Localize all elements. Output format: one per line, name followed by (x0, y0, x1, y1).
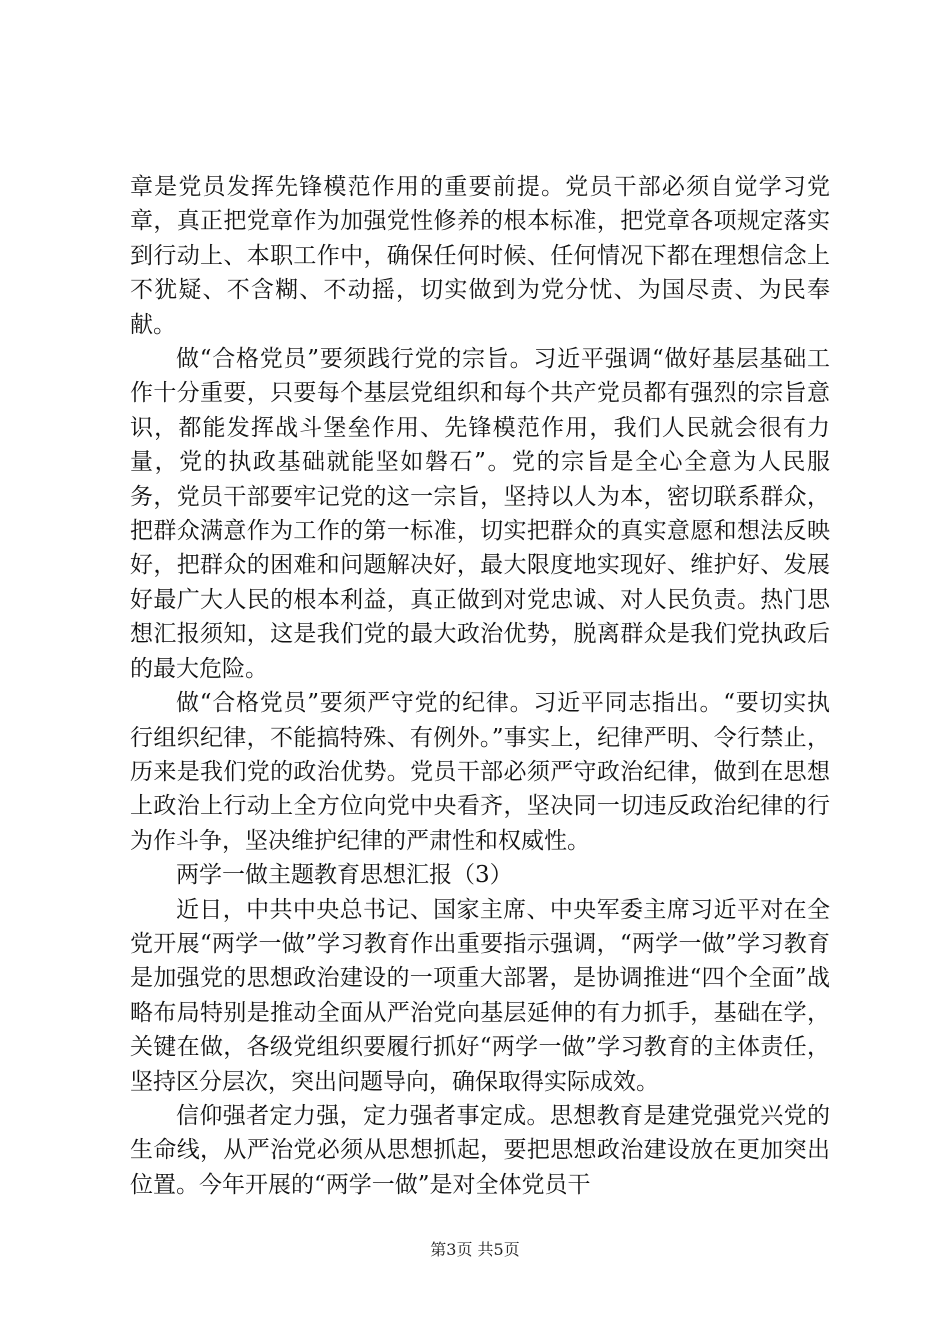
paragraph-party-constitution: 章是党员发挥先锋模范作用的重要前提。党员干部必须自觉学习党章，真正把党章作为加强党性修养的根本标准，把党章各项规定落实到行动上、本职工作中，确保任何时候、任何情况下都在理想信念上不犹疑、不含糊、不动摇，切实做到为党分忧、为国尽责、为民奉献。 (130, 174, 830, 338)
paragraph-instructions: 近日，中共中央总书记、国家主席、中央军委主席习近平对在全党开展“两学一做”学习教育作出重要指示强调，“两学一做”学习教育是加强党的思想政治建设的一项重大部署，是协调推进“四个全面”战略布局特别是推动全面从严治党向基层延伸的有力抓手，基础在学，关键在做，各级党组织要履行抓好“两学一做”学习教育的主体责任，坚持区分层次，突出问题导向，确保取得实际成效。 (130, 896, 830, 1095)
section-heading: 两学一做主题教育思想汇报（3） (176, 862, 513, 889)
paragraph-observe-discipline: 做“合格党员”要须严守党的纪律。习近平同志指出。“要切实执行组织纪律，不能搞特殊、有例外。”事实上，纪律严明、令行禁止，历来是我们党的政治优势。党员干部必须严守政治纪律，做到在思想上政治上行动上全方位向党中央看齐，坚决同一切违反政治纪律的行为作斗争，坚决维护纪律的严肃性和权威性。 (130, 690, 830, 854)
page-footer: 第3页 共5页 (430, 1240, 520, 1259)
paragraph-practice-purpose: 做“合格党员”要须践行党的宗旨。习近平强调“做好基层基础工作十分重要，只要每个基层党组织和每个共产党员都有强烈的宗旨意识，都能发挥战斗堡垒作用、先锋模范作用，我们人民就会很有力量，党的执政基础就能坚如磐石”。党的宗旨是全心全意为人民服务，党员干部要牢记党的这一宗旨，坚持以人为本，密切联系群众，把群众满意作为工作的第一标准，切实把群众的真实意愿和想法反映好，把群众的困难和问题解决好，最大限度地实现好、维护好、发展好最广大人民的根本利益，真正做到对党忠诚、对人民负责。热门思想汇报须知，这是我们党的最大政治优势，脱离群众是我们党执政后的最大危险。 (130, 346, 830, 682)
document-body (130, 170, 830, 1202)
paragraph-faith: 信仰强者定力强，定力强者事定成。思想教育是建党强党兴党的生命线，从严治党必须从思想抓起，要把思想政治建设放在更加突出位置。今年开展的“两学一做”是对全体党员干 (130, 1102, 830, 1198)
